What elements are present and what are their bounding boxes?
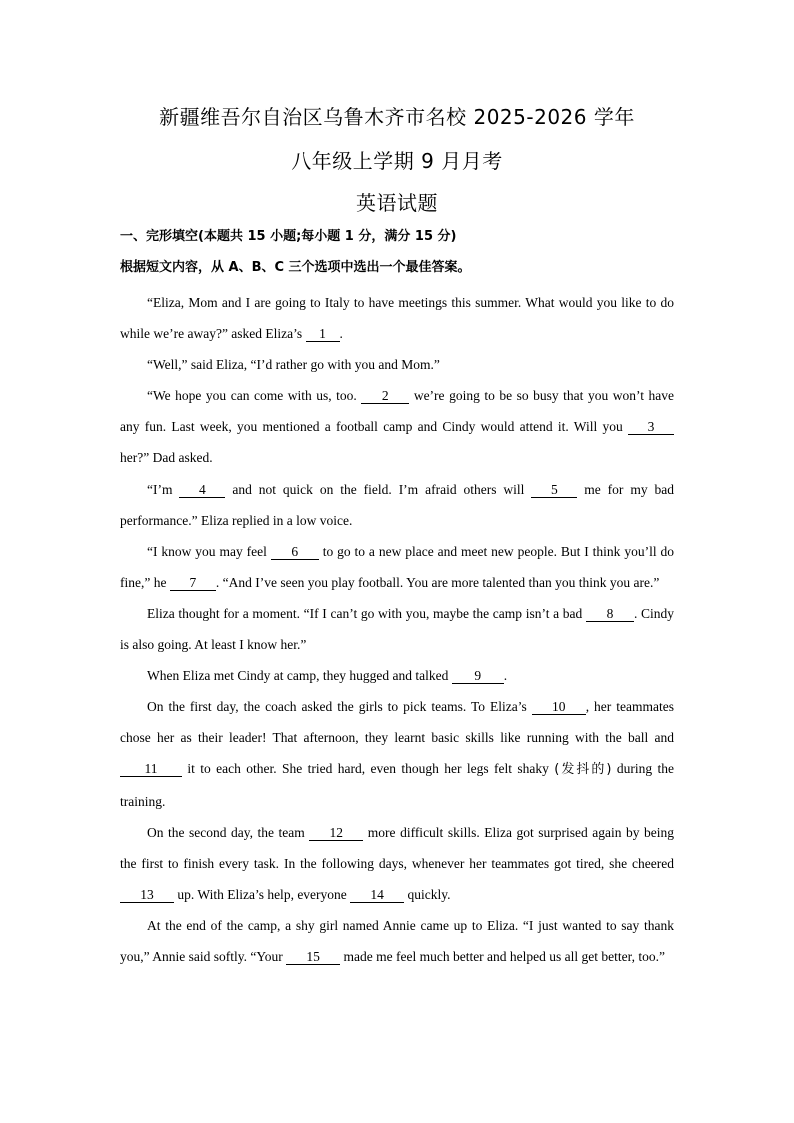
exam-title-subject: 英语试题	[356, 191, 438, 215]
blank-9: 9	[452, 668, 504, 684]
passage-text: her?” Dad asked.	[120, 450, 213, 466]
passage-text: .	[339, 326, 343, 342]
blank-7: 7	[170, 575, 216, 591]
section-heading: 一、完形填空(本题共 15 小题;每小题 1 分，满分 15 分)	[120, 229, 457, 244]
blank-2: 2	[361, 388, 409, 404]
passage-text: .	[503, 668, 508, 684]
exam-title-line1: 新疆维吾尔自治区乌鲁木齐市名校 2025-2026 学年	[159, 105, 635, 129]
paragraph	[120, 817, 674, 910]
passage-text: me for my bad performance.” Eliza replied in a low voice.	[120, 481, 674, 528]
passage-text: “Eliza, Mom and I are going to Italy to have meetings this summer. What would you like to do while we’re away?” asked Eliza’s	[120, 295, 674, 342]
passage-text: Eliza thought for a moment. “If I can’t go with you, maybe the camp isn’t a bad	[147, 605, 586, 621]
passage-text: . Cindy is also going. At least I know her.”	[120, 605, 674, 653]
passage-text: quickly.	[404, 886, 451, 902]
blank-13: 13	[120, 887, 174, 903]
section-instruction: 根据短文内容，从 A、B、C 三个选项中选出一个最佳答案。	[120, 260, 471, 275]
blank-5: 5	[531, 482, 577, 498]
passage-text: “Well,” said Eliza, “I’d rather go with you and Mom.”	[147, 357, 440, 373]
paragraph	[120, 287, 674, 349]
passage-text: up. With Eliza’s help, everyone	[174, 886, 351, 902]
passage-text: more difficult skills. Eliza got surprised again by being the first to finish every task. In the following days, whenever her teammates got tired, she cheered	[120, 824, 674, 871]
paragraph	[120, 474, 674, 536]
paragraph	[120, 598, 674, 660]
chinese-gloss: (发抖的)	[554, 762, 612, 778]
passage-text: On the first day, the coach asked the girls to pick teams. To Eliza’s	[147, 699, 532, 715]
passage-text: and not quick on the field. I’m afraid others will	[225, 481, 532, 497]
blank-14: 14	[350, 887, 404, 903]
passage-text: we’re going to be so busy that you won’t have any fun. Last week, you mentioned a football camp and Cindy would attend it. Will you	[120, 388, 674, 435]
passage-text: “I know you may feel	[147, 543, 271, 559]
paragraph	[120, 380, 674, 473]
paragraph	[120, 910, 674, 972]
cloze-passage	[120, 287, 674, 972]
blank-12: 12	[309, 825, 363, 841]
passage-text: “We hope you can come with us, too.	[147, 388, 362, 404]
passage-text: , her teammates chose her as their leader! That afternoon, they learnt basic skills like running with the ball and	[120, 699, 674, 746]
paragraph	[120, 660, 674, 691]
blank-8: 8	[586, 606, 634, 622]
passage-text: . “And I’ve seen you play football. You are more talented than you think you are.”	[215, 574, 660, 590]
passage-text: When Eliza met Cindy at camp, they hugged and talked	[147, 668, 452, 684]
passage-text: “I’m	[147, 481, 180, 497]
passage-text: to go to a new place and meet new people. But I think you’ll do fine,” he	[120, 543, 674, 590]
blank-10: 10	[532, 699, 586, 715]
blank-6: 6	[271, 544, 319, 560]
paragraph	[120, 349, 674, 380]
blank-11: 11	[120, 761, 182, 777]
blank-3: 3	[628, 419, 674, 435]
exam-title-line2: 八年级上学期 9 月月考	[291, 149, 503, 173]
passage-text: during the training.	[120, 761, 674, 809]
passage-text: it to each other. She tried hard, even though her legs felt shaky	[182, 761, 555, 777]
passage-text: made me feel much better and helped us all get better, too.”	[340, 948, 665, 964]
blank-4: 4	[179, 482, 225, 498]
passage-text: On the second day, the team	[147, 824, 310, 840]
paragraph	[120, 536, 674, 598]
paragraph	[120, 691, 674, 816]
blank-15: 15	[286, 949, 340, 965]
blank-1: 1	[306, 326, 340, 342]
passage-text: At the end of the camp, a shy girl named Annie came up to Eliza. “I just wanted to say thank you,” Annie said softly. “Your	[120, 917, 674, 964]
